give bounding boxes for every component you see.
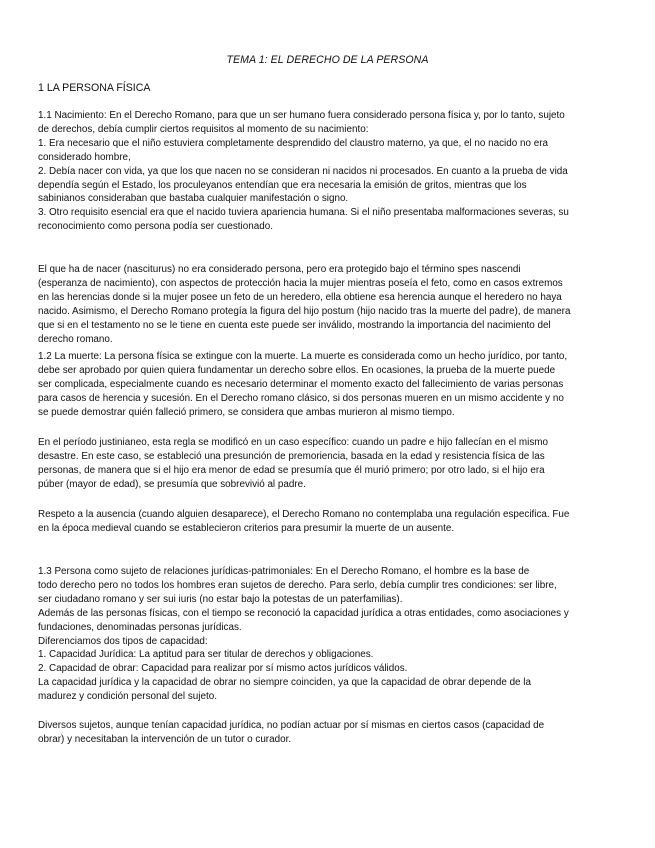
text-line: reconocimiento como persona podía ser cuestionado. — [38, 221, 273, 233]
paragraph-nacimiento — [38, 109, 620, 234]
text-line: 1.1 Nacimiento: En el Derecho Romano, para que un ser humano fuera considerado persona física y, por lo tanto, sujeto — [38, 110, 565, 121]
paragraph-nasciturus — [38, 263, 620, 346]
text-line: (esperanza de nacimiento), con aspectos de protección hacia la mujer mientras poseía el feto, como en casos extremos — [38, 277, 563, 289]
section-heading: 1 LA PERSONA FÍSICA — [38, 82, 151, 94]
paragraph-la-muerte — [38, 350, 620, 420]
text-line: 2. Capacidad de obrar: Capacidad para realizar por sí mismo actos jurídicos válidos. — [38, 663, 408, 675]
text-line: dependía según el Estado, los proculeyanos entendían que era necesaria la emisión de gritos, mientras que los — [38, 179, 527, 191]
text-line: 1. Era necesario que el niño estuviera completamente desprendido del claustro materno, ya que, el no nacido no era — [38, 137, 548, 149]
text-line: obrar) y necesitaban la intervención de un tutor o curador. — [38, 733, 292, 745]
text-line: En el período justinianeo, esta regla se modificó en un caso específico: cuando un padre e hijo fallecían en el mismo — [38, 437, 548, 448]
text-line: 2. Debía nacer con vida, ya que los que nacen no se consideran ni nacidos ni procesados. En cuanto a la prueba de vida — [38, 165, 568, 177]
text-line: 1.3 Persona como sujeto de relaciones jurídicas-patrimoniales: En el Derecho Romano, el hombre es la base de — [38, 566, 530, 577]
text-line: 1. Capacidad Jurídica: La aptitud para ser titular de derechos y obligaciones. — [38, 649, 374, 661]
document-title: TEMA 1: EL DERECHO DE LA PERSONA — [226, 54, 429, 66]
text-line: sabinianos consideraban que bastaba cualquier manifestación o signo. — [38, 193, 349, 205]
text-line: fundaciones, denominadas personas jurídicas. — [38, 621, 242, 633]
text-line: Diferenciamos dos tipos de capacidad: — [38, 635, 208, 647]
text-line: ser complicada, especialmente cuando es necesario determinar el momento exacto del fallecimiento de varias personas — [38, 378, 564, 390]
text-line: considerado hombre, — [38, 151, 131, 163]
text-line: se puede demostrar quién falleció primero, se considera que ambas murieron al mismo tiempo. — [38, 406, 455, 418]
text-line: nacido. Asimismo, el Derecho Romano protegía la figura del hijo postum (hijo nacido tras la muerte del padre), de manera — [38, 305, 571, 317]
paragraph-diversos-sujetos — [38, 719, 620, 747]
text-line: en la época medieval cuando se establecieron criterios para presumir la muerte de un ausente. — [38, 522, 455, 534]
text-line: de derechos, debía cumplir ciertos requisitos al momento de su nacimiento: — [38, 123, 369, 135]
text-line: 3. Otro requisito esencial era que el nacido tuviera apariencia humana. Si el niño presentaba malformaciones severas, su — [38, 207, 569, 219]
text-line: Además de las personas físicas, con el tiempo se reconoció la capacidad jurídica a otras entidades, como asociaciones y — [38, 607, 569, 619]
text-line: personas, de manera que si el hijo era menor de edad se presumía que él murió primero; por otro lado, si el hijo era — [38, 464, 545, 476]
text-line: El que ha de nacer (nasciturus) no era considerado persona, pero era protegido bajo el término spes nascendi — [38, 264, 521, 275]
paragraph-ausencia — [38, 508, 620, 536]
text-line: Respeto a la ausencia (cuando alguien desaparece), el Derecho Romano no contemplaba una regulación especifica. Fue — [38, 509, 570, 520]
text-line: que si en el testamento no se le tiene en cuenta este puede ser inválido, mostrando la importancia del nacimiento del — [38, 319, 551, 331]
text-line: debe ser aprobado por quien quiera fundamentar un derecho sobre ellos. En ocasiones, la prueba de la muerte puede — [38, 364, 556, 376]
text-line: ser ciudadano romano y ser sui iuris (no estar bajo la potestas de un paterfamilias). — [38, 593, 403, 605]
text-line: todo derecho pero no todos los hombres eran sujetos de derecho. Para serlo, debía cumplir tres condiciones: ser libre, — [38, 579, 557, 591]
text-line: madurez y condición personal del sujeto. — [38, 691, 217, 703]
text-line: desastre. En este caso, se estableció una presunción de premoriencia, basada en la edad y resistencia física de las — [38, 450, 545, 462]
text-line: Diversos sujetos, aunque tenían capacidad jurídica, no podían actuar por sí mismas en ciertos casos (capacidad de — [38, 720, 545, 731]
paragraph-sujeto-relaciones-juridicas — [38, 565, 620, 704]
text-line: para casos de herencia y sucesión. En el Derecho romano clásico, si dos personas mueren en un mismo accidente y no — [38, 392, 564, 404]
text-line: 1.2 La muerte: La persona física se extingue con la muerte. La muerte es considerada como un hecho jurídico, por tanto, — [38, 351, 568, 362]
text-line: en las herencias donde si la mujer posee un feto de un heredero, ella obtiene esa herencia aunque el heredero no haya — [38, 291, 562, 303]
paragraph-periodo-justinianeo — [38, 436, 620, 492]
text-line: derecho romano. — [38, 333, 113, 345]
text-line: púber (mayor de edad), se presumía que sobrevivió al padre. — [38, 478, 306, 490]
text-line: La capacidad jurídica y la capacidad de obrar no siempre coinciden, ya que la capacidad de obrar depende de la — [38, 677, 531, 689]
